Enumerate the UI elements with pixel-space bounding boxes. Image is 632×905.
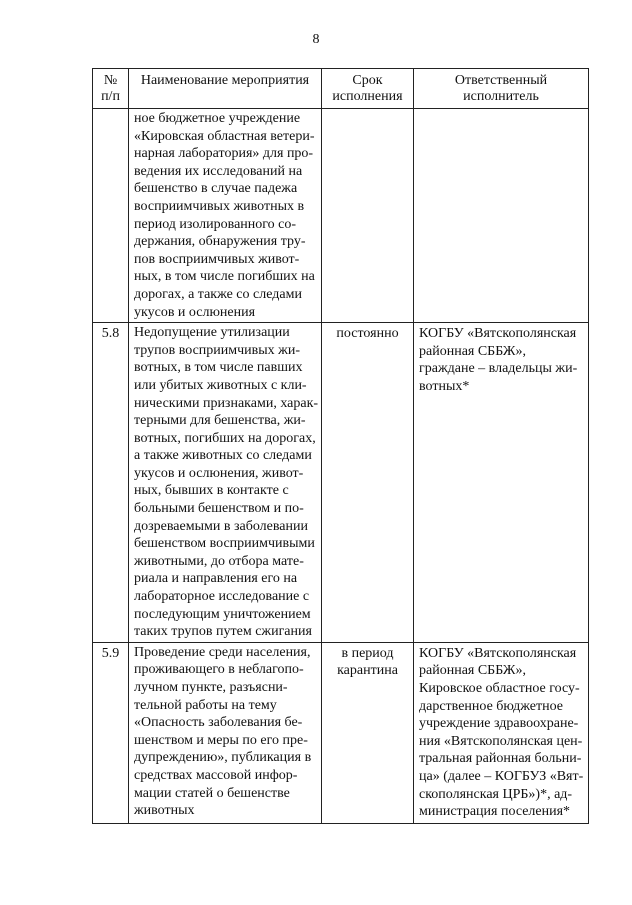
cell-line: бешенством восприимчивыми — [134, 536, 315, 552]
header-line: исполнения — [332, 89, 403, 104]
cell-line: дарственное бюджетное — [419, 698, 563, 714]
table-row — [93, 109, 589, 323]
cell-line: ца» (далее – КОГБУЗ «Вят- — [419, 768, 584, 784]
responsible-cell — [414, 642, 589, 823]
cell-line: Недопущение утилизации — [134, 325, 290, 341]
cell-line: ния «Вятскополянская цен- — [419, 733, 583, 749]
deadline-cell — [322, 323, 414, 643]
cell-line: скополянская ЦРБ»)*, ад- — [419, 786, 573, 802]
cell-line: укусов и ослюнения — [134, 304, 256, 320]
cell-line: шенством и меры по его пре- — [134, 732, 308, 748]
cell-line: ное бюджетное учреждение — [134, 111, 301, 126]
header-line: Ответственный — [454, 73, 548, 88]
cell-line: вотных, погибших на дорогах, — [134, 430, 316, 446]
cell-line: вотных* — [419, 378, 470, 394]
cell-line: тральная районная больни- — [419, 751, 582, 767]
header-line: Срок — [352, 73, 383, 88]
cell-line: КОГБУ «Вятскополянская — [419, 645, 577, 661]
header-line: № — [103, 73, 118, 88]
cell-line: постоянно — [336, 326, 399, 342]
measure-name-cell — [129, 109, 322, 323]
page-number: 8 — [312, 32, 320, 47]
cell-line: в период — [341, 645, 394, 661]
cell-line: период изолированного со- — [134, 216, 297, 232]
table-header-row — [93, 69, 589, 109]
cell-line: нарная лаборатория» для про- — [134, 146, 314, 162]
cell-line: или убитых животных с кли- — [134, 377, 307, 393]
responsible-cell — [414, 323, 589, 643]
cell-line: пов восприимчивых живот- — [134, 251, 300, 267]
cell-line: лабораторное исследование с — [134, 589, 310, 605]
cell-line: проживающего в неблагопо- — [134, 662, 304, 678]
cell-line: КОГБУ «Вятскополянская — [419, 326, 577, 342]
cell-line: министрация поселения* — [419, 804, 571, 820]
cell-line: граждане – владельцы жи- — [419, 361, 578, 377]
header-line: Наименование мероприятия — [140, 73, 310, 88]
row-number: 5.8 — [93, 323, 129, 643]
header-line: исполнитель — [463, 89, 539, 104]
cell-line: ных, бывших в контакте с — [134, 483, 289, 499]
measure-name-cell — [129, 642, 322, 823]
measures-table — [92, 68, 589, 824]
row-number: 5.9 — [93, 642, 129, 823]
cell-line: «Опасность заболевания бе- — [134, 715, 303, 731]
header-line: п/п — [101, 89, 120, 104]
header-deadline — [322, 69, 414, 109]
cell-line: мации статей о бешенстве — [134, 785, 290, 801]
cell-line: а также животных со следами — [134, 448, 312, 464]
cell-line: карантина — [337, 663, 398, 679]
cell-line: ных, в том числе погибших на — [134, 269, 315, 285]
cell-line: лучном пункте, разъясни- — [134, 680, 288, 695]
header-number — [93, 69, 129, 109]
responsible-cell — [414, 109, 589, 323]
cell-line: восприимчивых животных в — [134, 198, 305, 214]
header-measure-name — [129, 69, 322, 109]
cell-line: последующим уничтожением — [134, 606, 311, 622]
cell-line: риала и направления его на — [134, 571, 298, 587]
cell-line: районная СББЖ», — [419, 663, 526, 679]
header-responsible — [414, 69, 589, 109]
cell-line: ническими признаками, харак- — [134, 395, 319, 411]
cell-line: Проведение среди населения, — [134, 644, 311, 660]
cell-line: трупов восприимчивых жи- — [134, 342, 300, 358]
table-row — [93, 323, 589, 643]
cell-line: Кировское областное госу- — [419, 681, 580, 696]
cell-line: животными, до отбора мате- — [134, 553, 304, 569]
cell-line: бешенство в случае падежа — [134, 181, 298, 197]
cell-line: средствах массовой инфор- — [134, 767, 298, 783]
deadline-cell — [322, 109, 414, 323]
cell-line: дозреваемыми в заболевании — [134, 518, 308, 534]
table-row — [93, 642, 589, 823]
cell-line: тельной работы на тему — [134, 697, 277, 713]
cell-line: дупреждению», публикация в — [134, 750, 312, 766]
measure-name-cell — [129, 323, 322, 643]
cell-line: учреждение здравоохране- — [419, 716, 579, 732]
cell-line: вотных, в том числе павших — [134, 360, 303, 376]
cell-line: «Кировская областная ветери- — [134, 128, 315, 144]
cell-line: больными бешенством и по- — [134, 501, 304, 517]
cell-line: животных — [134, 803, 195, 819]
cell-line: терными для бешенства, жи- — [134, 413, 306, 429]
cell-line: таких трупов путем сжигания — [134, 624, 312, 640]
row-number — [93, 109, 129, 323]
cell-line: районная СББЖ», — [419, 343, 526, 359]
cell-line: держания, обнаружения тру- — [134, 234, 306, 250]
deadline-cell — [322, 642, 414, 823]
cell-line: укусов и ослюнения, живот- — [134, 465, 304, 481]
cell-line: дорогах, а также со следами — [134, 286, 302, 302]
cell-line: ведения их исследований на — [134, 163, 303, 179]
